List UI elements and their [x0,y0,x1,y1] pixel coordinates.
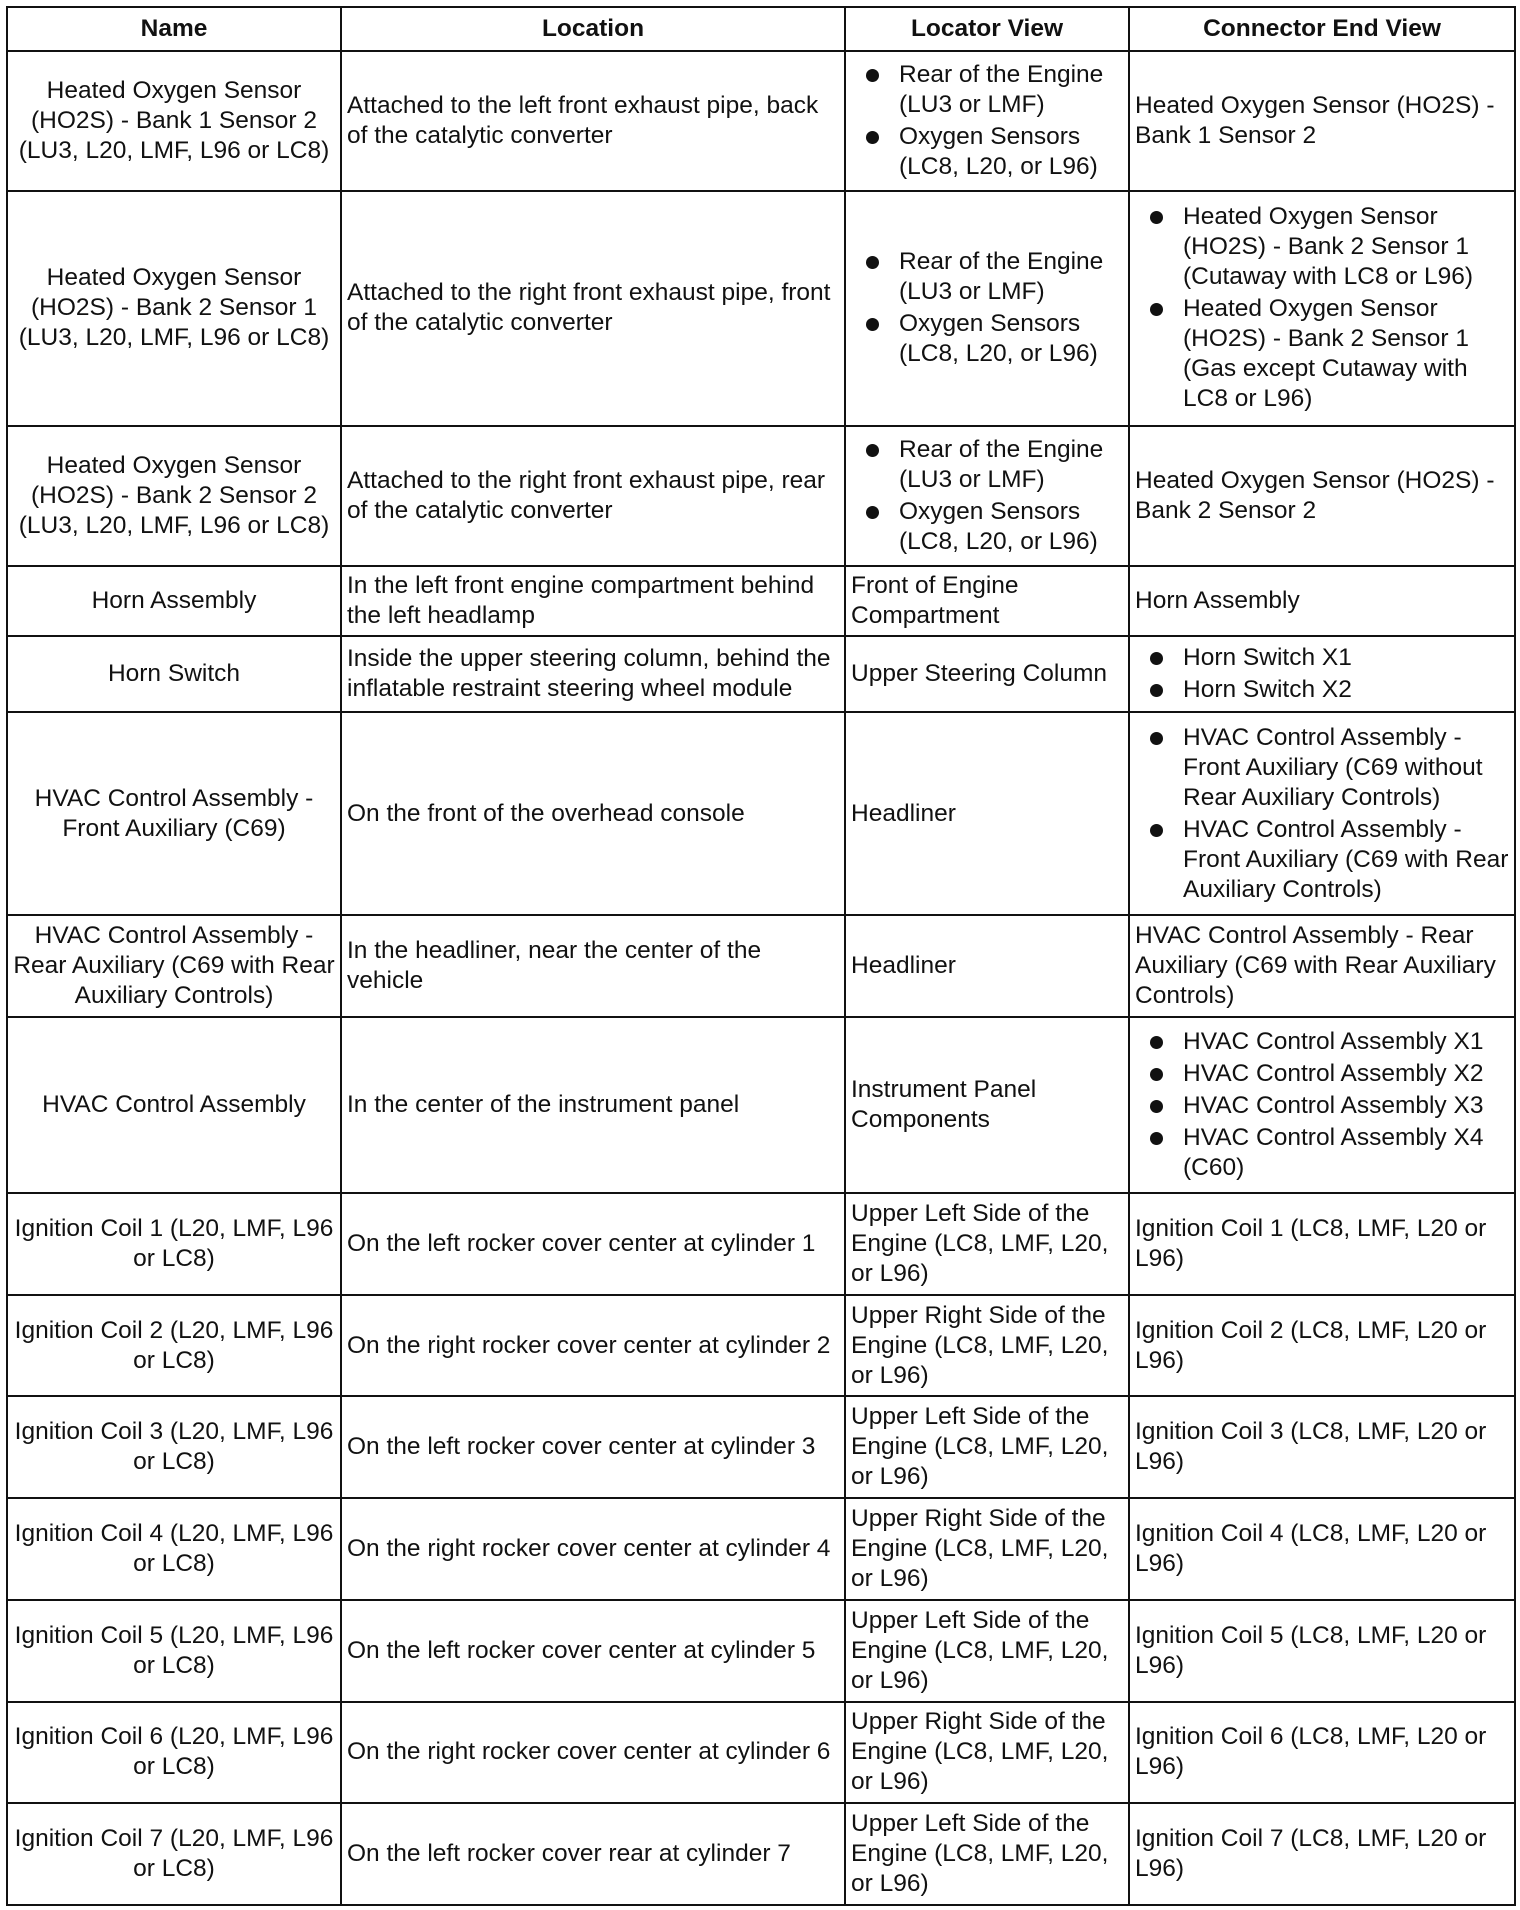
locator-view-list [851,435,1123,557]
component-name-cell: Ignition Coil 5 (L20, LMF, L96 or LC8) [7,1600,341,1702]
connector-end-view-link[interactable]: Ignition Coil 1 (LC8, LMF, L20 or L96) [1129,1193,1515,1295]
component-name-cell: Heated Oxygen Sensor (HO2S) - Bank 2 Sensor 1 (LU3, L20, LMF, L96 or LC8) [7,191,341,426]
connector-end-view-link[interactable]: HVAC Control Assembly - Front Auxiliary (C69 with Rear Auxiliary Controls) [1183,815,1509,903]
connector-end-view-link[interactable]: Horn Switch X1 [1183,643,1509,673]
locator-view-link[interactable]: Headliner [845,712,1129,915]
connector-end-view-list [1135,723,1509,905]
location-cell: On the right rocker cover center at cylinder 2 [341,1295,845,1397]
locator-view-link[interactable]: Instrument Panel Components [845,1017,1129,1193]
component-name-cell: Heated Oxygen Sensor (HO2S) - Bank 1 Sensor 2 (LU3, L20, LMF, L96 or LC8) [7,51,341,191]
location-cell: On the left rocker cover center at cylinder 1 [341,1193,845,1295]
component-name-cell: Horn Switch [7,636,341,712]
locator-view-link[interactable]: Upper Left Side of the Engine (LC8, LMF, L20, or L96) [845,1193,1129,1295]
location-cell: In the headliner, near the center of the vehicle [341,915,845,1017]
locator-view-cell [845,426,1129,566]
connector-end-view-link[interactable]: HVAC Control Assembly - Front Auxiliary (C69 without Rear Auxiliary Controls) [1183,723,1509,813]
table-row [7,636,1515,712]
header-name: Name [7,7,341,51]
component-name-cell: Ignition Coil 4 (L20, LMF, L96 or LC8) [7,1498,341,1600]
component-name-cell: Ignition Coil 2 (L20, LMF, L96 or LC8) [7,1295,341,1397]
connector-end-view-link[interactable]: Heated Oxygen Sensor (HO2S) - Bank 2 Sensor 1 (Gas except Cutaway with LC8 or L96) [1183,294,1509,414]
locator-view-cell [845,51,1129,191]
connector-end-view-link[interactable]: HVAC Control Assembly X4 (C60) [1183,1123,1509,1183]
table-row [7,426,1515,566]
connector-end-view-link[interactable]: Heated Oxygen Sensor (HO2S) - Bank 1 Sensor 2 [1129,51,1515,191]
connector-end-view-list [1135,202,1509,414]
locator-view-list [851,247,1123,369]
connector-end-view-cell [1129,1017,1515,1193]
connector-end-view-link[interactable]: Ignition Coil 7 (LC8, LMF, L20 or L96) [1129,1803,1515,1905]
locator-view-link[interactable]: Headliner [845,915,1129,1017]
location-cell: Attached to the right front exhaust pipe, front of the catalytic converter [341,191,845,426]
table-row [7,1017,1515,1193]
connector-end-view-link[interactable]: Heated Oxygen Sensor (HO2S) - Bank 2 Sensor 2 [1129,426,1515,566]
connector-end-view-cell [1129,636,1515,712]
location-cell: In the left front engine compartment behind the left headlamp [341,566,845,636]
table-row [7,1498,1515,1600]
location-cell: On the left rocker cover rear at cylinder 7 [341,1803,845,1905]
connector-end-view-link[interactable]: HVAC Control Assembly X2 [1183,1059,1509,1089]
locator-view-link[interactable]: Upper Right Side of the Engine (LC8, LMF, L20, or L96) [845,1295,1129,1397]
locator-view-link[interactable]: Upper Left Side of the Engine (LC8, LMF, L20, or L96) [845,1396,1129,1498]
connector-end-view-link[interactable]: HVAC Control Assembly X1 [1183,1027,1509,1057]
locator-view-link[interactable]: Oxygen Sensors (LC8, L20, or L96) [899,122,1123,182]
connector-end-view-link[interactable]: Heated Oxygen Sensor (HO2S) - Bank 2 Sensor 1 (Cutaway with LC8 or L96) [1183,202,1509,292]
locator-view-link[interactable]: Rear of the Engine (LU3 or LMF) [899,435,1123,495]
table-row [7,1803,1515,1905]
component-name-cell: HVAC Control Assembly - Rear Auxiliary (C69 with Rear Auxiliary Controls) [7,915,341,1017]
table-row [7,191,1515,426]
location-cell: In the center of the instrument panel [341,1017,845,1193]
connector-end-view-list [1135,643,1509,705]
component-locator-table [6,6,1516,1906]
locator-view-link[interactable]: Oxygen Sensors (LC8, L20, or L96) [899,497,1123,557]
header-row [7,7,1515,51]
connector-end-view-cell [1129,712,1515,915]
location-cell: On the right rocker cover center at cylinder 6 [341,1702,845,1804]
locator-view-link[interactable]: Rear of the Engine (LU3 or LMF) [899,60,1123,120]
table-row [7,915,1515,1017]
connector-end-view-link[interactable]: Ignition Coil 5 (LC8, LMF, L20 or L96) [1129,1600,1515,1702]
locator-view-link[interactable]: Upper Steering Column [845,636,1129,712]
component-name-cell: Horn Assembly [7,566,341,636]
table-row [7,1295,1515,1397]
component-name-cell: Ignition Coil 6 (L20, LMF, L96 or LC8) [7,1702,341,1804]
locator-view-link[interactable]: Upper Left Side of the Engine (LC8, LMF, L20, or L96) [845,1803,1129,1905]
table-row [7,712,1515,915]
connector-end-view-link[interactable]: Ignition Coil 6 (LC8, LMF, L20 or L96) [1129,1702,1515,1804]
connector-end-view-link[interactable]: HVAC Control Assembly - Rear Auxiliary (C69 with Rear Auxiliary Controls) [1129,915,1515,1017]
table-row [7,51,1515,191]
table-row [7,1396,1515,1498]
table-row [7,566,1515,636]
component-name-cell: Ignition Coil 7 (L20, LMF, L96 or LC8) [7,1803,341,1905]
location-cell: On the left rocker cover center at cylinder 5 [341,1600,845,1702]
connector-end-view-link[interactable]: HVAC Control Assembly X3 [1183,1091,1509,1121]
component-name-cell: HVAC Control Assembly [7,1017,341,1193]
connector-end-view-link[interactable]: Horn Assembly [1129,566,1515,636]
locator-view-link[interactable]: Upper Right Side of the Engine (LC8, LMF, L20, or L96) [845,1498,1129,1600]
header-connector-end-view: Connector End View [1129,7,1515,51]
location-cell: On the front of the overhead console [341,712,845,915]
connector-end-view-list [1135,1027,1509,1183]
locator-view-link[interactable]: Front of Engine Compartment [845,566,1129,636]
connector-end-view-link[interactable]: Ignition Coil 2 (LC8, LMF, L20 or L96) [1129,1295,1515,1397]
component-name-cell: Ignition Coil 1 (L20, LMF, L96 or LC8) [7,1193,341,1295]
component-name-cell: Heated Oxygen Sensor (HO2S) - Bank 2 Sensor 2 (LU3, L20, LMF, L96 or LC8) [7,426,341,566]
location-cell: On the right rocker cover center at cylinder 4 [341,1498,845,1600]
table-row [7,1600,1515,1702]
locator-view-link[interactable]: Upper Right Side of the Engine (LC8, LMF, L20, or L96) [845,1702,1129,1804]
location-cell: Inside the upper steering column, behind the inflatable restraint steering wheel module [341,636,845,712]
header-location: Location [341,7,845,51]
locator-view-link[interactable]: Upper Left Side of the Engine (LC8, LMF, L20, or L96) [845,1600,1129,1702]
location-cell: On the left rocker cover center at cylinder 3 [341,1396,845,1498]
locator-view-cell [845,191,1129,426]
header-locator-view: Locator View [845,7,1129,51]
connector-end-view-link[interactable]: Ignition Coil 4 (LC8, LMF, L20 or L96) [1129,1498,1515,1600]
location-cell: Attached to the left front exhaust pipe, back of the catalytic converter [341,51,845,191]
locator-view-link[interactable]: Oxygen Sensors (LC8, L20, or L96) [899,309,1123,369]
component-name-cell: Ignition Coil 3 (L20, LMF, L96 or LC8) [7,1396,341,1498]
table-row [7,1702,1515,1804]
connector-end-view-cell [1129,191,1515,426]
component-name-cell: HVAC Control Assembly - Front Auxiliary (C69) [7,712,341,915]
connector-end-view-link[interactable]: Ignition Coil 3 (LC8, LMF, L20 or L96) [1129,1396,1515,1498]
location-cell: Attached to the right front exhaust pipe, rear of the catalytic converter [341,426,845,566]
locator-view-list [851,60,1123,182]
table-row [7,1193,1515,1295]
connector-end-view-link[interactable]: Horn Switch X2 [1183,675,1509,705]
locator-view-link[interactable]: Rear of the Engine (LU3 or LMF) [899,247,1123,307]
